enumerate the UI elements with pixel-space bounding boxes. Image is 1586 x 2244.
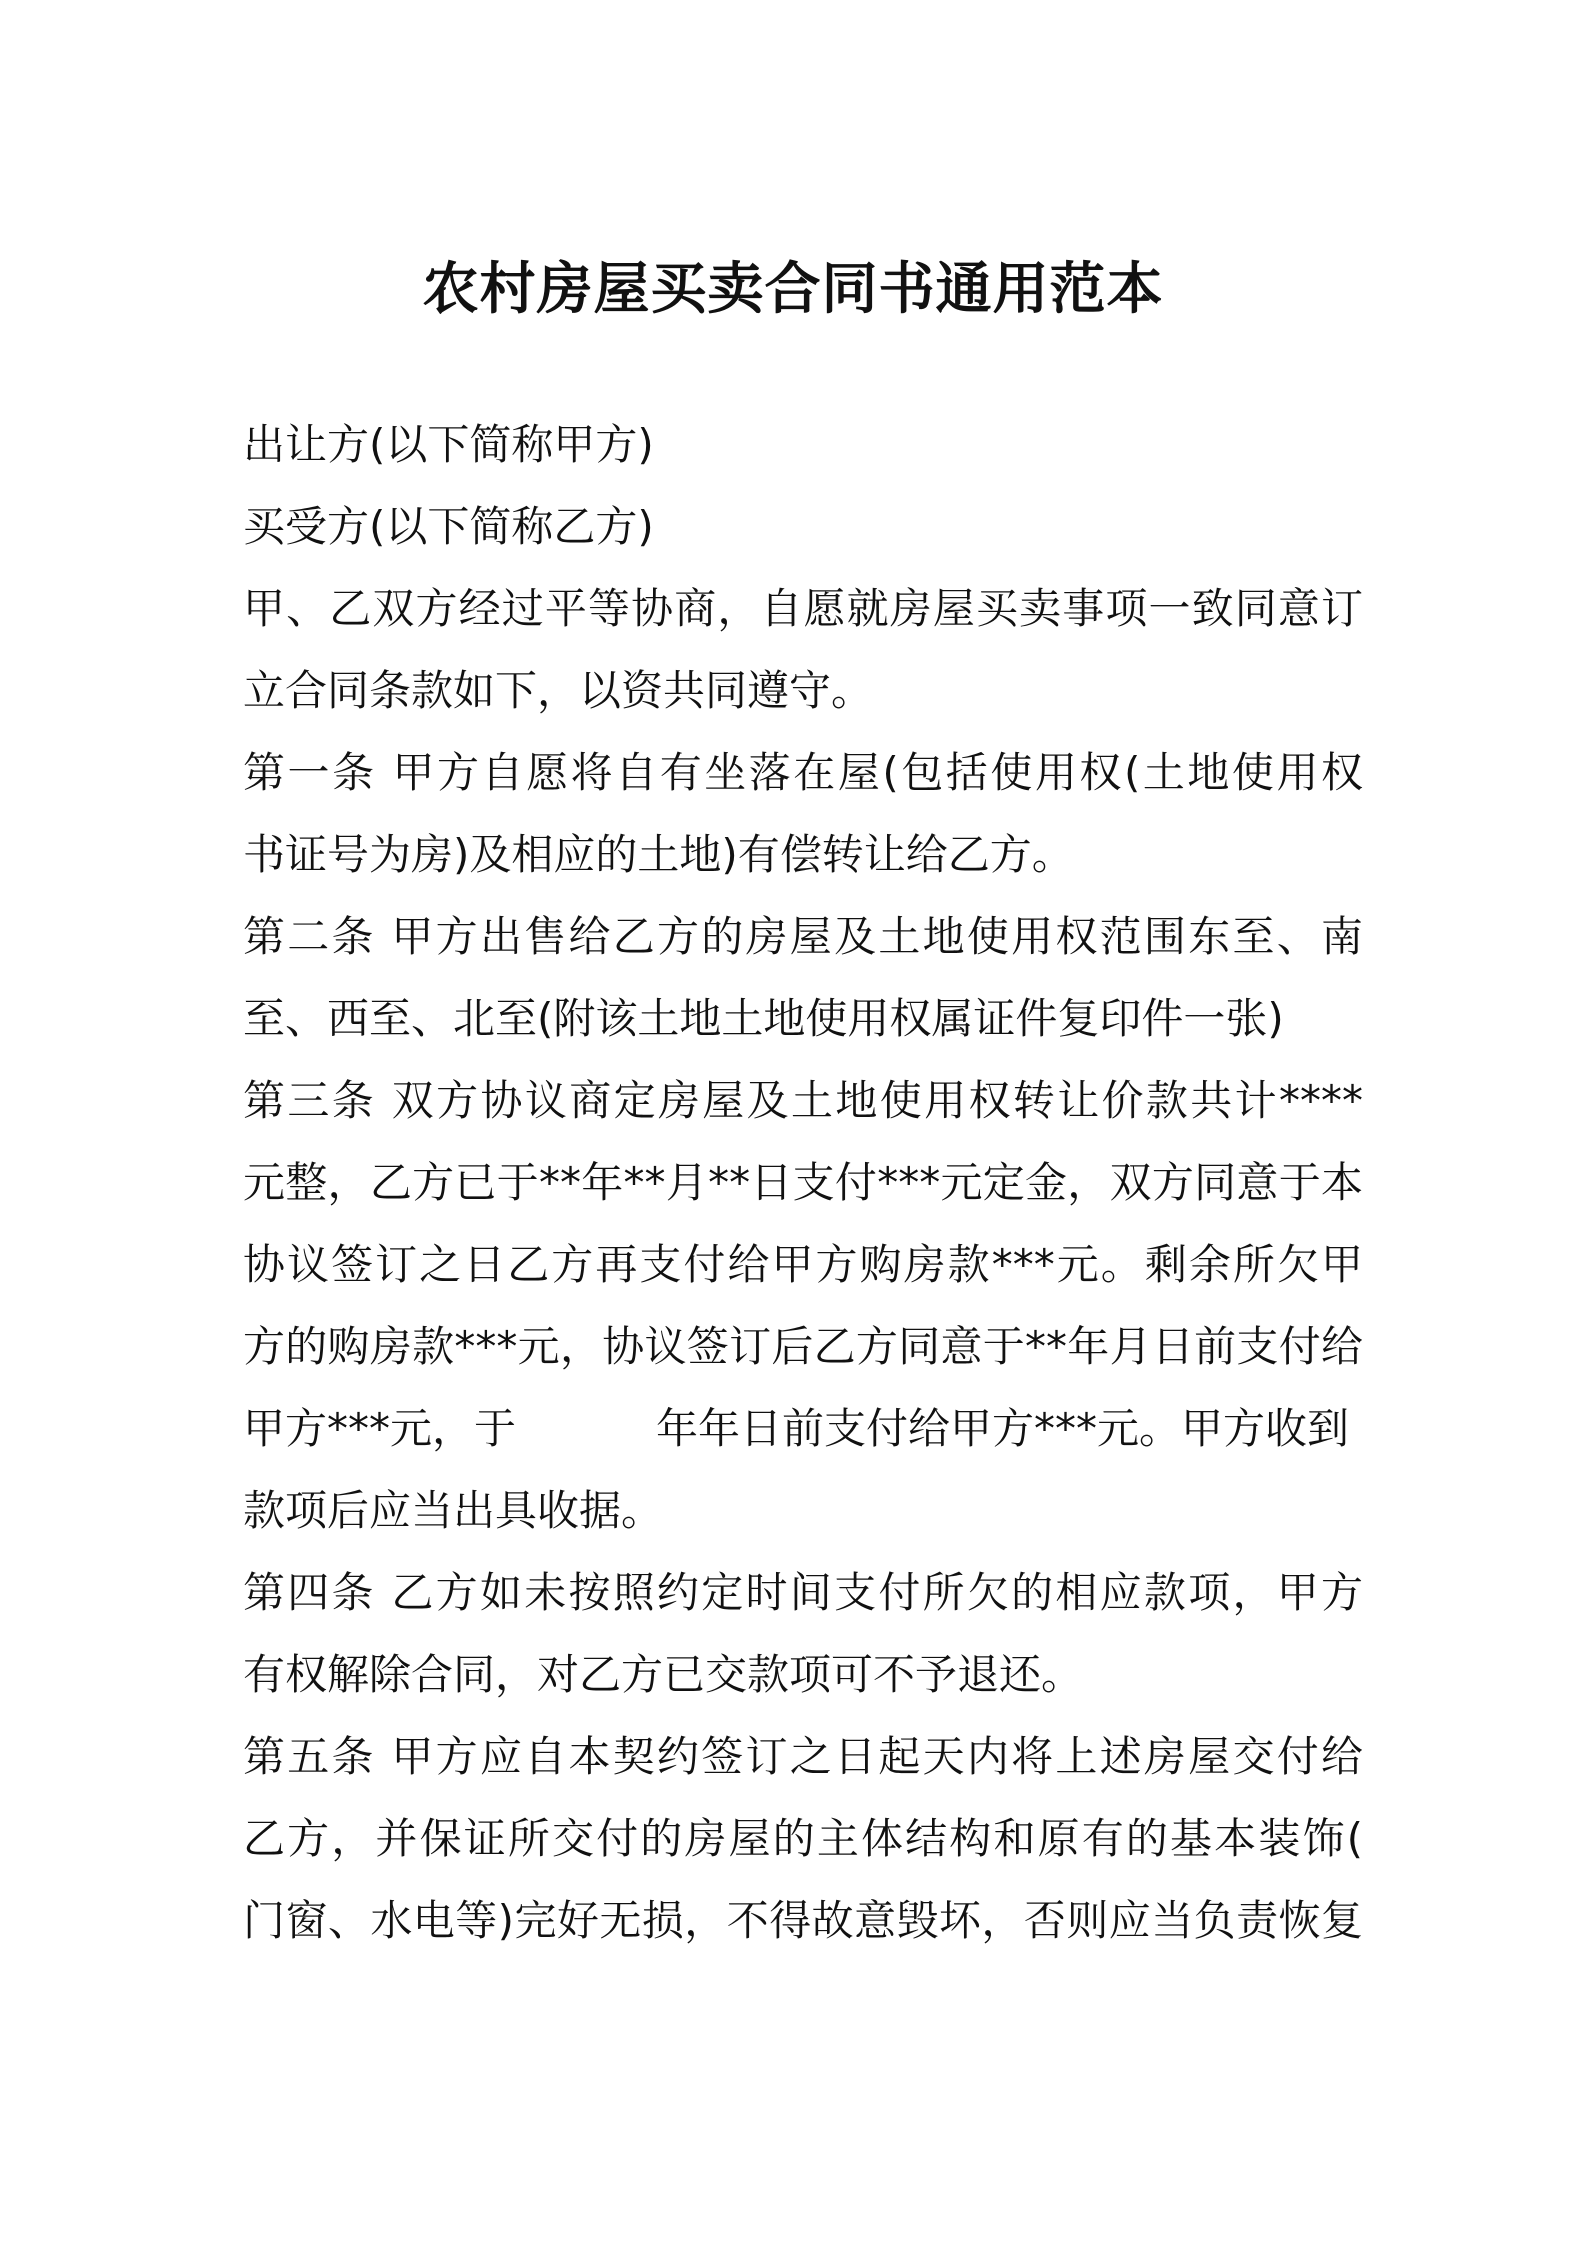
- text-line-article5-2: 乙方，并保证所交付的房屋的主体结构和原有的基本装饰(: [243, 1814, 1363, 1863]
- document-title: 农村房屋买卖合同书通用范本: [422, 257, 1164, 322]
- text-line-article2-2: 至、西至、北至(附该土地土地使用权属证件复印件一张): [243, 994, 1284, 1043]
- text-line-buyer: 买受方(以下简称乙方): [243, 502, 654, 551]
- text-line-article3-5: [243, 1388, 1363, 1470]
- text-line-article5-3: 门窗、水电等)完好无损，不得故意毁坏，否则应当负责恢复: [243, 1896, 1363, 1945]
- text-line-seller: 出让方(以下简称甲方): [243, 420, 654, 469]
- text-line-article5-1: 第五条 甲方应自本契约签订之日起天内将上述房屋交付给: [243, 1732, 1363, 1781]
- text-line-article1-2: 书证号为房)及相应的土地)有偿转让给乙方。: [243, 830, 1074, 879]
- text-line-article4-2: 有权解除合同，对乙方已交款项可不予退还。: [243, 1650, 1084, 1699]
- text-line-article2-1: 第二条 甲方出售给乙方的房屋及土地使用权范围东至、南: [243, 912, 1363, 961]
- text-line-preamble-2: 立合同条款如下，以资共同遵守。: [243, 666, 874, 715]
- text-line-article3-5b: 年年日前支付给甲方***元。甲方收到: [656, 1404, 1350, 1453]
- text-line-article3-5a: 甲方***元，于: [243, 1404, 517, 1453]
- text-line-article3-1: 第三条 双方协议商定房屋及土地使用权转让价款共计****: [243, 1076, 1363, 1125]
- text-line-article3-6: 款项后应当出具收据。: [243, 1486, 664, 1535]
- text-line-article1-1: 第一条 甲方自愿将自有坐落在屋(包括使用权(土地使用权: [243, 748, 1363, 797]
- document-body: [243, 404, 1363, 1962]
- text-line-article3-4: 方的购房款***元，协议签订后乙方同意于**年月日前支付给: [243, 1322, 1363, 1371]
- text-line-article4-1: 第四条 乙方如未按照约定时间支付所欠的相应款项，甲方: [243, 1568, 1363, 1617]
- text-line-article3-3: 协议签订之日乙方再支付给甲方购房款***元。剩余所欠甲: [243, 1240, 1363, 1289]
- text-line-preamble-1: 甲、乙双方经过平等协商，自愿就房屋买卖事项一致同意订: [243, 584, 1363, 633]
- text-line-article3-2: 元整，乙方已于**年**月**日支付***元定金，双方同意于本: [243, 1158, 1363, 1207]
